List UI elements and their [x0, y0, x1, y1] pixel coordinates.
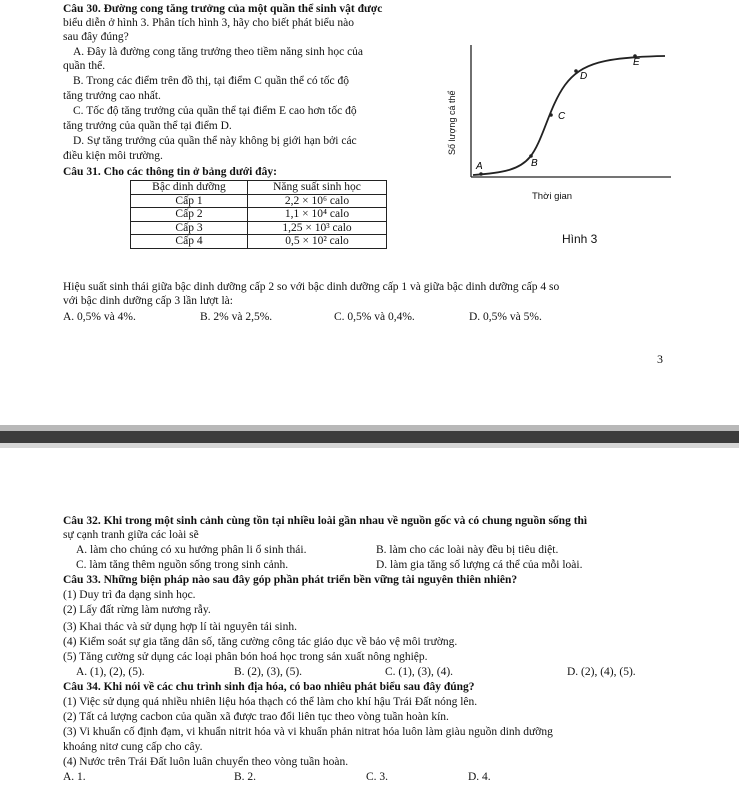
q33-item-3: (3) Khai thác và sử dụng hợp lí tài nguyên tái sinh.	[63, 621, 297, 633]
page-shadow-top	[0, 425, 739, 431]
table-cell: 1,1 × 10⁴ calo	[248, 208, 387, 222]
q34-option-a: A. 1.	[63, 771, 86, 783]
point-c-label: C	[558, 111, 566, 122]
q34-item-3-cont: khoáng nitơ cung cấp cho cây.	[63, 741, 203, 753]
q33-option-a: A. (1), (2), (5).	[76, 666, 145, 678]
q30-option-c: C. Tốc độ tăng trưởng của quần thể tại điểm E cao hơn tốc độ	[73, 105, 357, 117]
q34-option-b: B. 2.	[234, 771, 257, 783]
q31-intro: Câu 31. Cho các thông tin ở bảng dưới đây:	[63, 166, 277, 178]
q34-intro: Câu 34. Khi nói về các chu trình sinh địa hóa, có bao nhiêu phát biểu sau đây đúng?	[63, 681, 475, 693]
table-header-cell: Năng suất sinh học	[248, 181, 387, 195]
q33-item-5: (5) Tăng cường sử dụng các loại phân bón hoá học trong sản xuất nông nghiệp.	[63, 651, 428, 663]
productivity-table	[130, 180, 387, 249]
q31-option-d: D. 0,5% và 5%.	[469, 311, 542, 323]
table-cell: Cấp 2	[131, 208, 248, 222]
table-row	[131, 221, 387, 235]
table-row	[131, 194, 387, 208]
q34-option-c: C. 3.	[366, 771, 389, 783]
q32-option-c: C. làm tăng thêm nguồn sống trong sinh cảnh.	[76, 559, 289, 571]
q30-option-a-cont: quần thể.	[63, 60, 106, 72]
point-c-marker	[549, 113, 553, 117]
table-row	[131, 208, 387, 222]
figure-caption: Hình 3	[562, 232, 598, 246]
q30-option-b-cont: tăng trưởng cao nhất.	[63, 90, 161, 102]
q32-option-a: A. làm cho chúng có xu hướng phân li ổ sinh thái.	[76, 544, 307, 556]
q33-item-1: (1) Duy trì đa dạng sinh học.	[63, 589, 196, 601]
q30-line-2: biểu diễn ở hình 3. Phân tích hình 3, hãy cho biết phát biểu nào	[63, 17, 354, 29]
growth-curve-figure	[465, 45, 675, 185]
table-cell: Cấp 3	[131, 221, 248, 235]
q32-option-b: B. làm cho các loài này đều bị tiêu diệt.	[376, 544, 559, 556]
q32-option-d: D. làm gia tăng số lượng cá thể của mỗi loài.	[376, 559, 583, 571]
q30-option-d-cont: điều kiện môi trường.	[63, 150, 163, 162]
s-curve	[473, 56, 665, 175]
table-cell: 2,2 × 10⁶ calo	[248, 194, 387, 208]
q32-line-2: sự cạnh tranh giữa các loài sẽ	[63, 529, 199, 541]
table-cell: Cấp 1	[131, 194, 248, 208]
q34-option-d: D. 4.	[468, 771, 491, 783]
q31-option-a: A. 0,5% và 4%.	[63, 311, 136, 323]
q31-option-c: C. 0,5% và 0,4%.	[334, 311, 415, 323]
figure-x-axis-label: Thời gian	[532, 191, 573, 202]
table-header-row	[131, 181, 387, 195]
q33-option-d: D. (2), (4), (5).	[567, 666, 636, 678]
q33-option-c: C. (1), (3), (4).	[385, 666, 454, 678]
page-number: 3	[657, 352, 663, 366]
q31-option-b: B. 2% và 2,5%.	[200, 311, 273, 323]
q32-line-1: Câu 32. Khi trong một sinh cảnh cùng tồn tại nhiều loài gần nhau về nguồn gốc và có chung nguồn sống thì	[63, 515, 588, 527]
q30-line-3: sau đây đúng?	[63, 31, 129, 43]
q33-item-2: (2) Lấy đất rừng làm nương rẫy.	[63, 604, 211, 616]
q34-item-3: (3) Vi khuẩn cố định đạm, vi khuẩn nitrit hóa và vi khuẩn phản nitrat hóa luôn làm giàu nguồn dinh dưỡng	[63, 726, 553, 738]
q31-question-line-1: Hiệu suất sinh thái giữa bậc dinh dưỡng cấp 2 so với bậc dinh dưỡng cấp 1 và giữa bậc dinh dưỡng cấp 4 so	[63, 281, 560, 293]
q30-option-a: A. Đây là đường cong tăng trưởng theo tiềm năng sinh học của	[73, 46, 364, 58]
q31-question-line-2: với bậc dinh dưỡng cấp 3 lần lượt là:	[63, 295, 233, 307]
point-d-marker	[574, 69, 578, 73]
table-cell: 0,5 × 10² calo	[248, 235, 387, 249]
q33-option-b: B. (2), (3), (5).	[234, 666, 303, 678]
table-row	[131, 235, 387, 249]
figure-y-axis-label: Số lượng cá thể	[447, 90, 457, 155]
point-e-label: E	[633, 57, 640, 68]
point-b-label: B	[531, 158, 538, 169]
q34-item-4: (4) Nước trên Trái Đất luôn luân chuyển theo vòng tuần hoàn.	[63, 756, 349, 768]
q30-option-c-cont: tăng trưởng của quần thể tại điểm D.	[63, 120, 232, 132]
q30-line-1: Câu 30. Đường cong tăng trưởng của một quần thể sinh vật được	[63, 3, 383, 15]
point-d-label: D	[580, 71, 588, 82]
q34-item-2: (2) Tất cả lượng cacbon của quần xã được trao đổi liên tục theo vòng tuần hoàn kín.	[63, 711, 449, 723]
document-page-2	[0, 448, 739, 800]
table-cell: 1,25 × 10³ calo	[248, 221, 387, 235]
q30-option-b: B. Trong các điểm trên đồ thị, tại điểm C quần thể có tốc độ	[73, 75, 349, 87]
point-a-label: A	[476, 161, 483, 172]
point-a-marker	[479, 172, 483, 176]
page-separator	[0, 425, 739, 448]
q34-item-1: (1) Việc sử dụng quá nhiều nhiên liệu hóa thạch có thể làm cho khí hậu Trái Đất nóng lên.	[63, 696, 478, 708]
table-cell: Cấp 4	[131, 235, 248, 249]
q33-intro: Câu 33. Những biện pháp nào sau đây góp phần phát triển bền vững tài nguyên thiên nhiên?	[63, 574, 518, 586]
q33-item-4: (4) Kiểm soát sự gia tăng dân số, tăng cường công tác giáo dục về bảo vệ môi trường.	[63, 636, 458, 648]
table-header-cell: Bậc dinh dưỡng	[131, 181, 248, 195]
q30-option-d: D. Sự tăng trưởng của quần thể này không bị giới hạn bởi các	[73, 135, 357, 147]
